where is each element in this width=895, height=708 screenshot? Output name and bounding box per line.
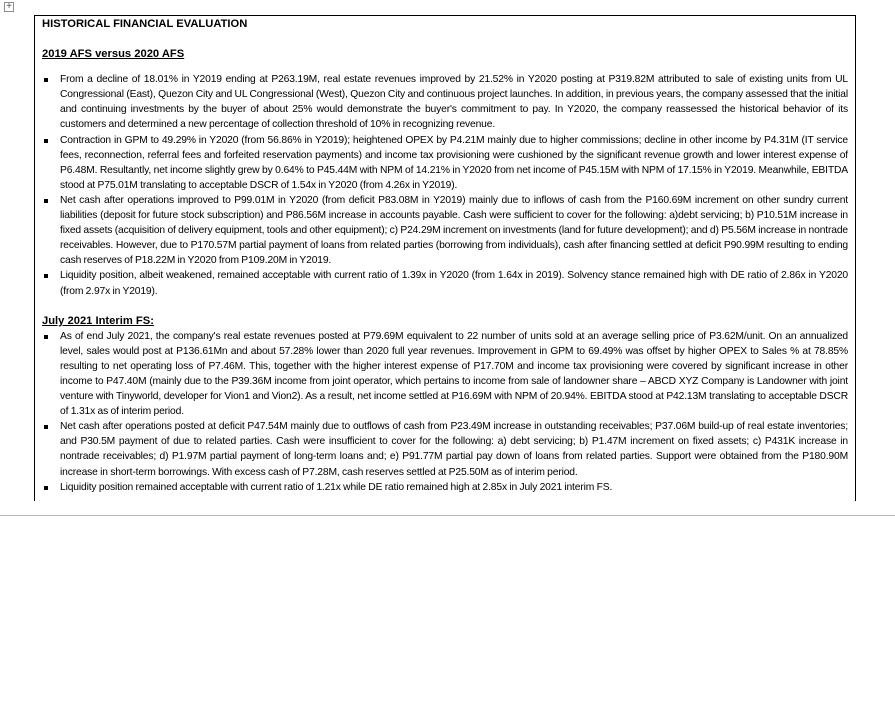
list-item: From a decline of 18.01% in Y2019 ending at P263.19M, real estate revenues improved by 21.52% in Y2020 posting at P319.82M attributed to sale of existing units from UL Congressional (East), Quezon City and UL Congressional (West), Quezon City and continuous project launches. In addition, in previous years, the company assessed that the initial and continuing investments by the buyer of about 25% would demonstrate the buyer's commitment to pay. In Y2020, the company reassessed the historical behavior of its customers and determined a new percentage of collection threshold of 10% in recognizing revenue. (42, 72, 848, 132)
bullet-list-2019-vs-2020 (42, 72, 848, 298)
list-item: Net cash after operations improved to P99.01M in Y2020 (from deficit P83.08M in Y2019) mainly due to inflows of cash from the P160.69M increment on other sundry current liabilities (deposit for future stock subscription) and P86.56M increase in accounts payable. Cash were sufficient to cover for the following: a)debt servicing; b) P10.51M increase in fixed assets (acquisition of delivery equipment, tools and other equipment); c) P24.29M increment on investments (land for future development); and d) P5.56M increase in nontrade receivables. However, due to P170.57M partial payment of loans from related parties (borrowing from individuals), cash after financing settled at deficit P90.99M resulting to ending cash reserves of P18.22M in Y2020 from P109.20M in Y2019. (42, 193, 848, 268)
list-item: Liquidity position remained acceptable with current ratio of 1.21x while DE ratio remained high at 2.85x in July 2021 interim FS. (42, 480, 848, 495)
section-heading-july-2021-interim: July 2021 Interim FS: (42, 314, 154, 327)
table-move-handle[interactable]: + (4, 2, 14, 12)
page-break-line (0, 515, 895, 516)
list-item: As of end July 2021, the company's real estate revenues posted at P79.69M equivalent to 22 number of units sold at an average selling price of P3.62M/unit. On an annualized level, sales would post at P136.61Mn and about 57.28% lower than 2020 full year revenues. Improvement in GPM to 69.49% was offset by higher OPEX to Sales % at 78.85% resulting to net operating loss of P7.46M. This, together with the higher interest expense of P17.70M and income tax provisioning were covered by significant increase in other income to P47.40M (mainly due to the P39.36M income from joint operator, which pertains to income from sale of landowner share – ABCD XYZ Company is Landowner with joint venture with Tinyworld, developer for Vion1 and Vion2). As a result, net income settled at P16.69M with NPM of 20.94%. EBITDA stood at P42.13M translating to acceptable DSCR of 1.31x as of interim period. (42, 329, 848, 420)
list-item: Liquidity position, albeit weakened, remained acceptable with current ratio of 1.39x in Y2020 (from 1.64x in 2019). Solvency stance remained high with DE ratio of 2.86x in Y2020 (from 2.97x in Y2019). (42, 268, 848, 298)
document-body (42, 17, 848, 495)
list-item: Net cash after operations posted at deficit P47.54M mainly due to outflows of cash from P23.49M increase in outstanding receivables; P37.06M build-up of real estate inventories; and P30.5M payment of due to related parties. Cash were insufficient to cover for the following: a) debt servicing; b) P1.47M increment on fixed assets; c) P431K increase in nontrade receivables; d) P1.97M partial payment of long-term loans and; e) P91.77M partial pay down of loans from related parties. Support were obtained from the P180.90M increase in short-term borrowings. With excess cash of P7.28M, cash reserves settled at P25.50M as of interim period. (42, 419, 848, 479)
list-item: Contraction in GPM to 49.29% in Y2020 (from 56.86% in Y2019); heightened OPEX by P4.21M mainly due to higher commissions; decline in other income by P4.31M (IT service fees, reconnection, referral fees and forfeited reservation payments) and income tax provisioning were cushioned by the significant revenue growth and lower interest expense of P6.48M. Resultantly, net income slightly grew by 0.64% to P45.44M with NPM of 14.21% in Y2020 from net income of P45.15M with NPM of 17.15% in Y2019. Meanwhile, EBITDA stood at P75.01M translating to acceptable DSCR of 1.54x in Y2020 (from 4.26x in Y2019). (42, 133, 848, 193)
bullet-list-july-2021-interim (42, 329, 848, 495)
section-heading-2019-vs-2020: 2019 AFS versus 2020 AFS (42, 48, 185, 61)
section-title: HISTORICAL FINANCIAL EVALUATION (42, 18, 248, 30)
